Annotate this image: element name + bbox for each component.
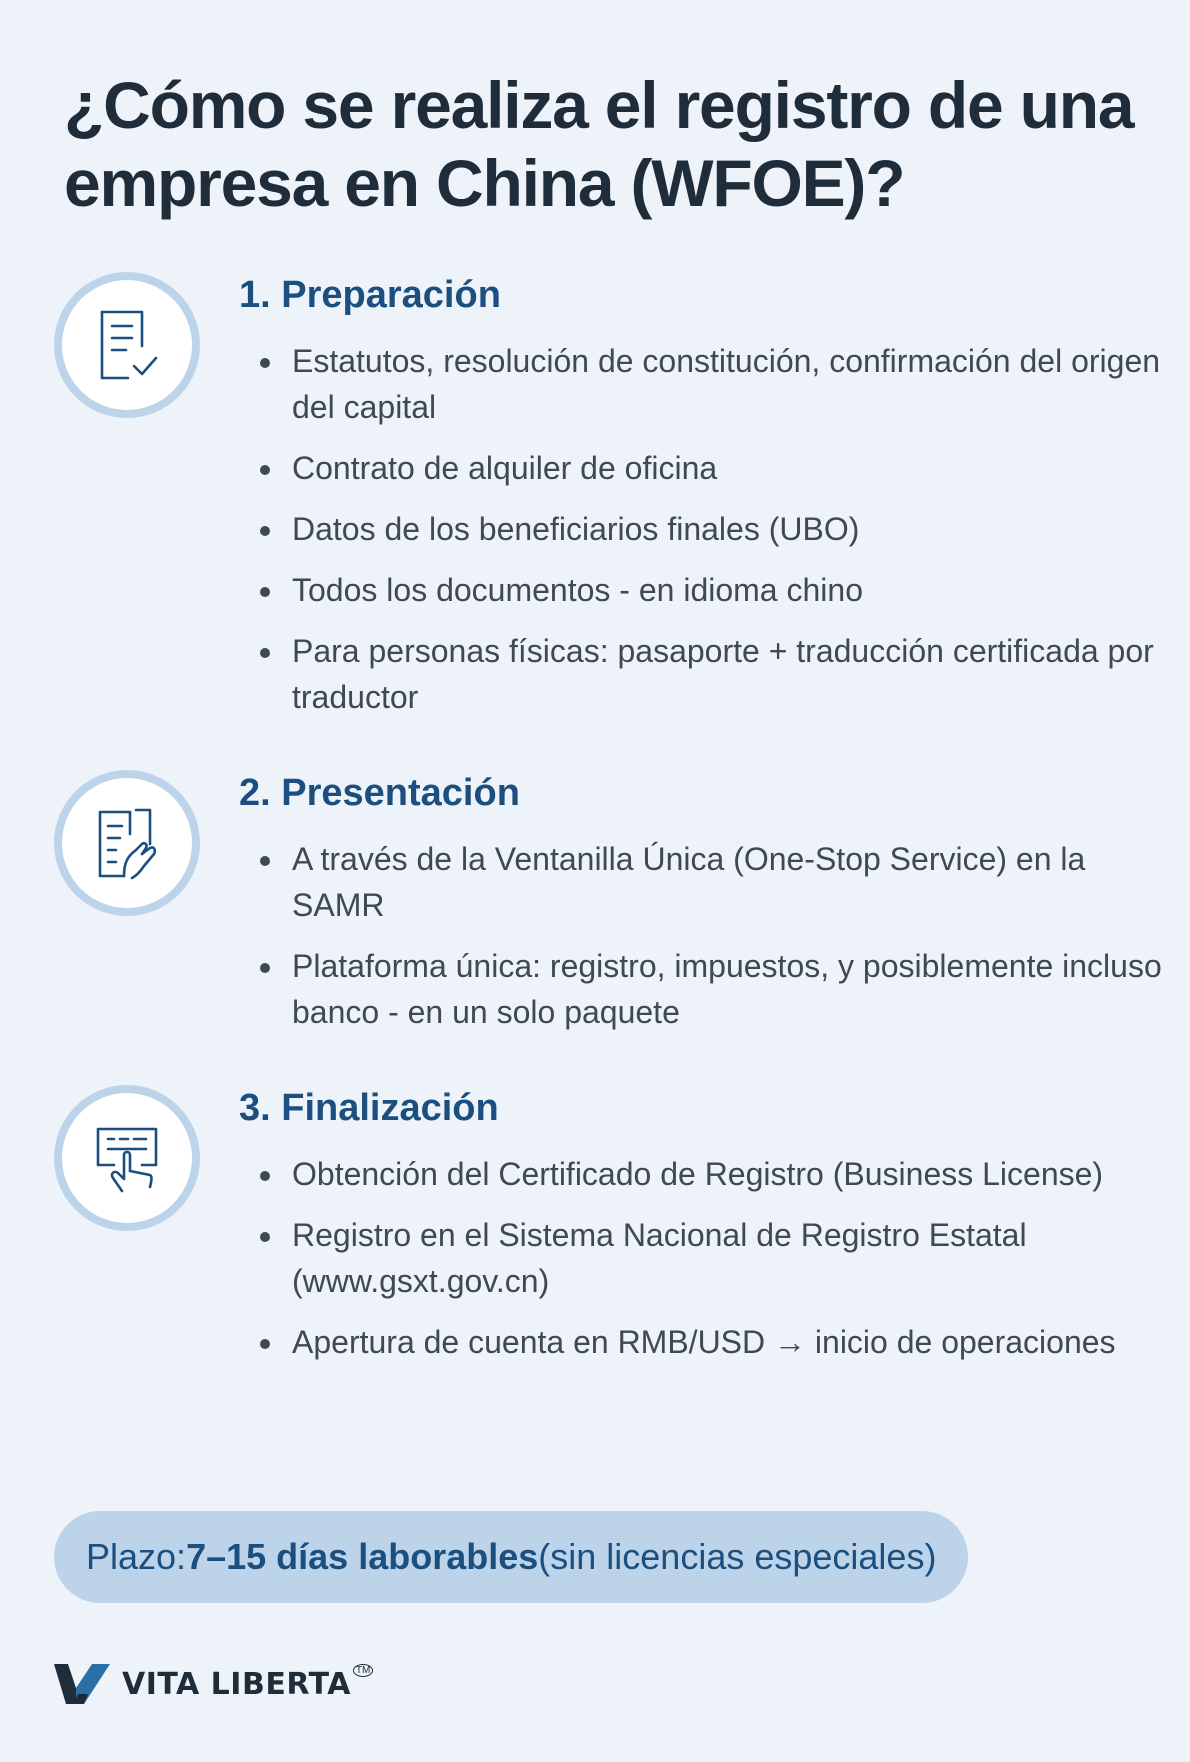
page-title: ¿Cómo se realiza el registro de una empresa en China (WFOE)? — [64, 68, 1134, 220]
list-item: Plataforma única: registro, impuestos, y posiblemente incluso banco - en un solo paquete — [254, 943, 1184, 1035]
document-check-icon — [84, 302, 170, 388]
list-item: Datos de los beneficiarios finales (UBO) — [254, 506, 1184, 552]
deadline-prefix: Plazo: — [86, 1536, 187, 1577]
step-bullet-list — [254, 836, 1184, 1050]
list-item: Apertura de cuenta en RMB/USD → inicio de operaciones — [254, 1319, 1184, 1365]
deadline-suffix: (sin licencias especiales) — [538, 1536, 937, 1577]
list-item: Contrato de alquiler de oficina — [254, 445, 1184, 491]
list-item: Todos los documentos - en idioma chino — [254, 567, 1184, 613]
list-item: Para personas físicas: pasaporte + traducción certificada por traductor — [254, 628, 1184, 720]
deadline-pill — [54, 1511, 968, 1603]
document-hand-icon — [84, 800, 170, 886]
step-title: 2. Presentación — [239, 772, 520, 814]
step-icon-circle — [54, 272, 200, 418]
step-title: 1. Preparación — [239, 274, 501, 316]
brand-name: VITA LIBERTA — [122, 1666, 351, 1702]
step-icon-circle — [54, 1085, 200, 1231]
step-icon-circle — [54, 770, 200, 916]
trademark-mark: TM — [353, 1664, 373, 1677]
brand-logo — [54, 1664, 373, 1704]
list-item: Registro en el Sistema Nacional de Registro Estatal (www.gsxt.gov.cn) — [254, 1212, 1184, 1304]
deadline-value: 7–15 días laborables — [186, 1536, 539, 1577]
step-title: 3. Finalización — [239, 1087, 499, 1129]
vita-liberta-logo-icon — [54, 1664, 110, 1704]
list-item: Estatutos, resolución de constitución, confirmación del origen del capital — [254, 338, 1184, 430]
list-item: A través de la Ventanilla Única (One-Stop Service) en la SAMR — [254, 836, 1184, 928]
list-item: Obtención del Certificado de Registro (Business License) — [254, 1151, 1184, 1197]
step-bullet-list — [254, 1151, 1184, 1380]
step-bullet-list — [254, 338, 1184, 735]
card-tap-icon — [84, 1115, 170, 1201]
